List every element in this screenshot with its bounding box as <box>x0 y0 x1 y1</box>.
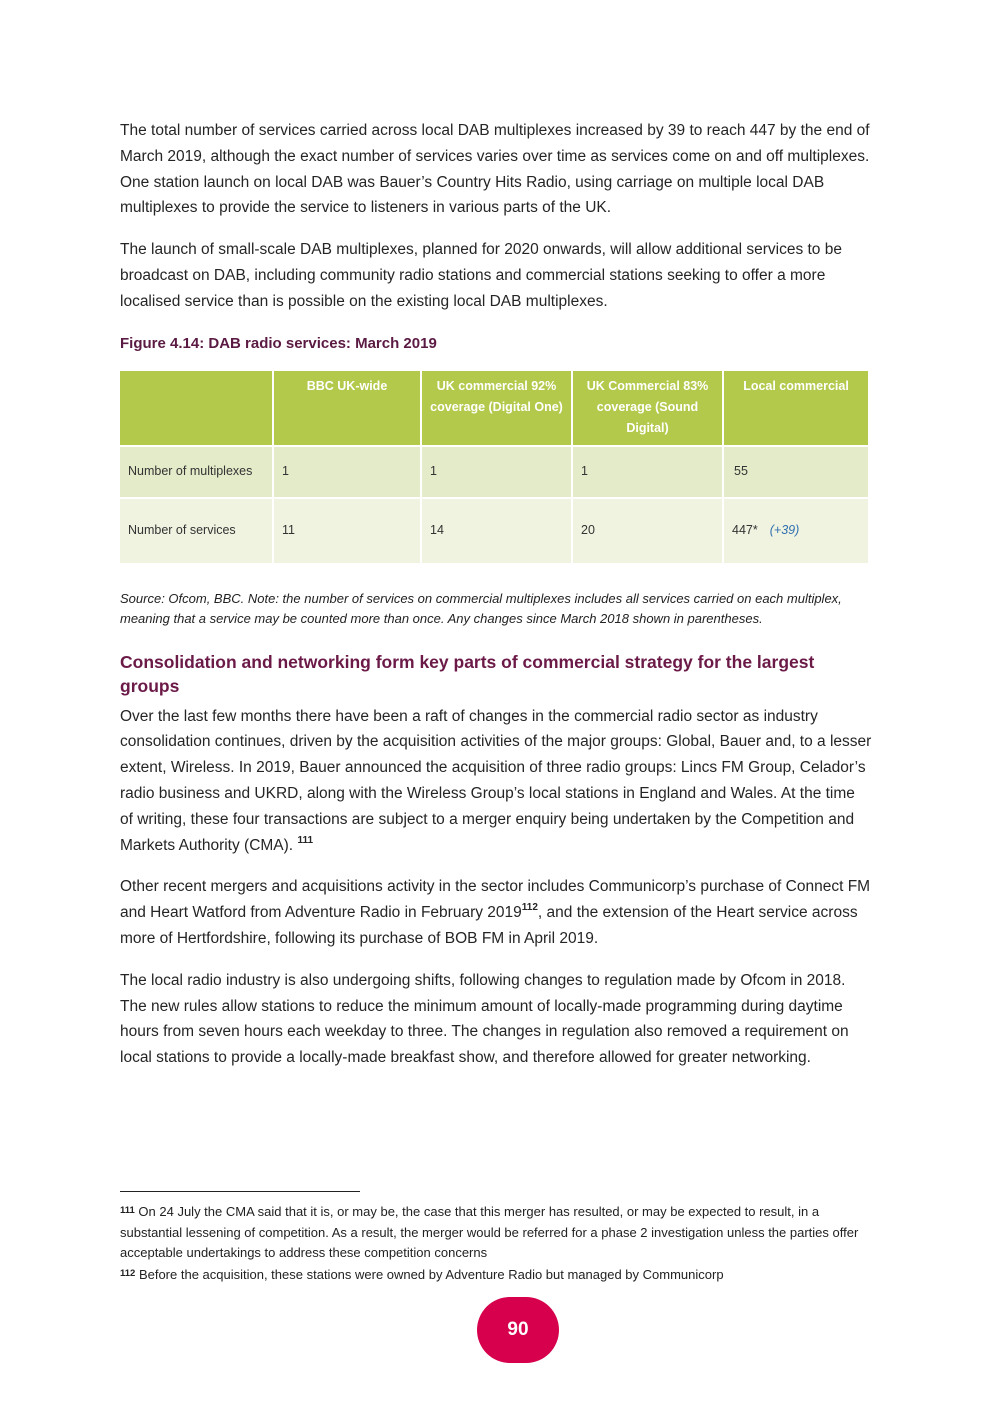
table-row <box>120 447 868 497</box>
table-cell <box>724 447 868 497</box>
header-cell-empty <box>120 371 272 445</box>
table-cell: 20 <box>573 499 722 563</box>
footnote-number: 111 <box>120 1205 135 1216</box>
table-cell: 1 <box>274 447 420 497</box>
header-cell-local-commercial: Local commercial <box>724 371 868 445</box>
footnote-text: Before the acquisition, these stations were owned by Adventure Radio but managed by Communicorp <box>135 1266 724 1282</box>
footnote-divider <box>120 1191 360 1192</box>
paragraph-text: Other recent mergers and acquisitions activity in the sector includes Communicorp’s purchase of Connect FM and Heart Watford from Adventure Radio in February 2019 <box>120 878 871 922</box>
paragraph <box>120 704 872 859</box>
table-row <box>120 499 868 563</box>
page-number-badge: 90 <box>477 1297 559 1363</box>
dab-services-table <box>118 369 870 565</box>
footnote-text: On 24 July the CMA said that it is, or may be, the case that this merger has resulted, or may be expected to result, in a substantial lessening of competition. As a result, the merger would be referred for a phase 2 investigation unless the parties offer acceptable undertakings to address these competition concerns <box>120 1204 859 1260</box>
section-heading: Consolidation and networking form key parts of commercial strategy for the largest groups <box>120 651 815 696</box>
figure-title: Figure 4.14: DAB radio services: March 2019 <box>120 334 437 352</box>
main-content <box>120 118 872 1087</box>
change-value: (+39) <box>769 523 800 538</box>
footnote <box>120 1201 872 1264</box>
figure-source-note: Source: Ofcom, BBC. Note: the number of services on commercial multiplexes includes all services carried on each multiplex, meaning that a service may be counted more than once. Any changes since March 2018 shown in parentheses. <box>120 590 842 627</box>
paragraph: The total number of services carried across local DAB multiplexes increased by 39 to reach 447 by the end of March 2019, although the exact number of services varies over time as services come on and off multiplexes. One station launch on local DAB was Bauer’s Country Hits Radio, using carriage on multiple local DAB multiplexes to provide the service to listeners in various parts of the UK. <box>120 122 870 217</box>
cell-value: 447* <box>732 523 758 538</box>
header-cell-bbc: BBC UK-wide <box>274 371 420 445</box>
paragraph-text: , and the extension of the Heart service across more of Hertfordshire, following its purchase of BOB FM in April 2019. <box>120 904 858 947</box>
footnote-ref[interactable]: 111 <box>297 834 314 846</box>
table-cell: 1 <box>573 447 722 497</box>
footnote-number: 112 <box>120 1267 136 1279</box>
table-cell: 14 <box>422 499 571 563</box>
paragraph-text: Over the last few months there have been a raft of changes in the commercial radio sector as industry consolidation continues, driven by the acquisition activities of the major groups: Global, Bauer and, to a lesser extent, Wireless. In 2019, Bauer announced the acquisition of three radio groups: Lincs FM Group, Celador’s radio business and UKRD, along with the Wireless Group’s local stations in England and Wales. At the time of writing, these four transactions are subject to a merger enquiry being undertaken by the Competition and Markets Authority (CMA). <box>120 707 872 854</box>
row-label: Number of multiplexes <box>120 447 272 497</box>
paragraph: The local radio industry is also undergoing shifts, following changes to regulation made by Ofcom in 2018. The new rules allow stations to reduce the minimum amount of locally-made programming during daytime hours from seven hours each weekday to three. The changes in regulation also removed a requirement on local stations to provide a locally-made breakfast show, and therefore allowed for greater networking. <box>120 971 849 1067</box>
row-label: Number of services <box>120 499 272 563</box>
table-cell: 1 <box>422 447 571 497</box>
paragraph: The launch of small-scale DAB multiplexes, planned for 2020 onwards, will allow additional services to be broadcast on DAB, including community radio stations and commercial stations seeking to offer a more localised service than is possible on the existing local DAB multiplexes. <box>120 241 842 310</box>
cell-value: 55 <box>734 464 748 479</box>
table-cell: 11 <box>274 499 420 563</box>
footnote <box>120 1264 872 1286</box>
footnote-ref[interactable]: 112 <box>521 902 538 914</box>
table-header-row <box>120 371 868 445</box>
header-cell-sound-digital: UK Commercial 83% coverage (Sound Digital) <box>573 371 722 445</box>
footnotes <box>120 1201 872 1285</box>
table-cell <box>724 499 868 563</box>
header-cell-digital-one: UK commercial 92% coverage (Digital One) <box>422 371 571 445</box>
paragraph <box>120 874 872 951</box>
